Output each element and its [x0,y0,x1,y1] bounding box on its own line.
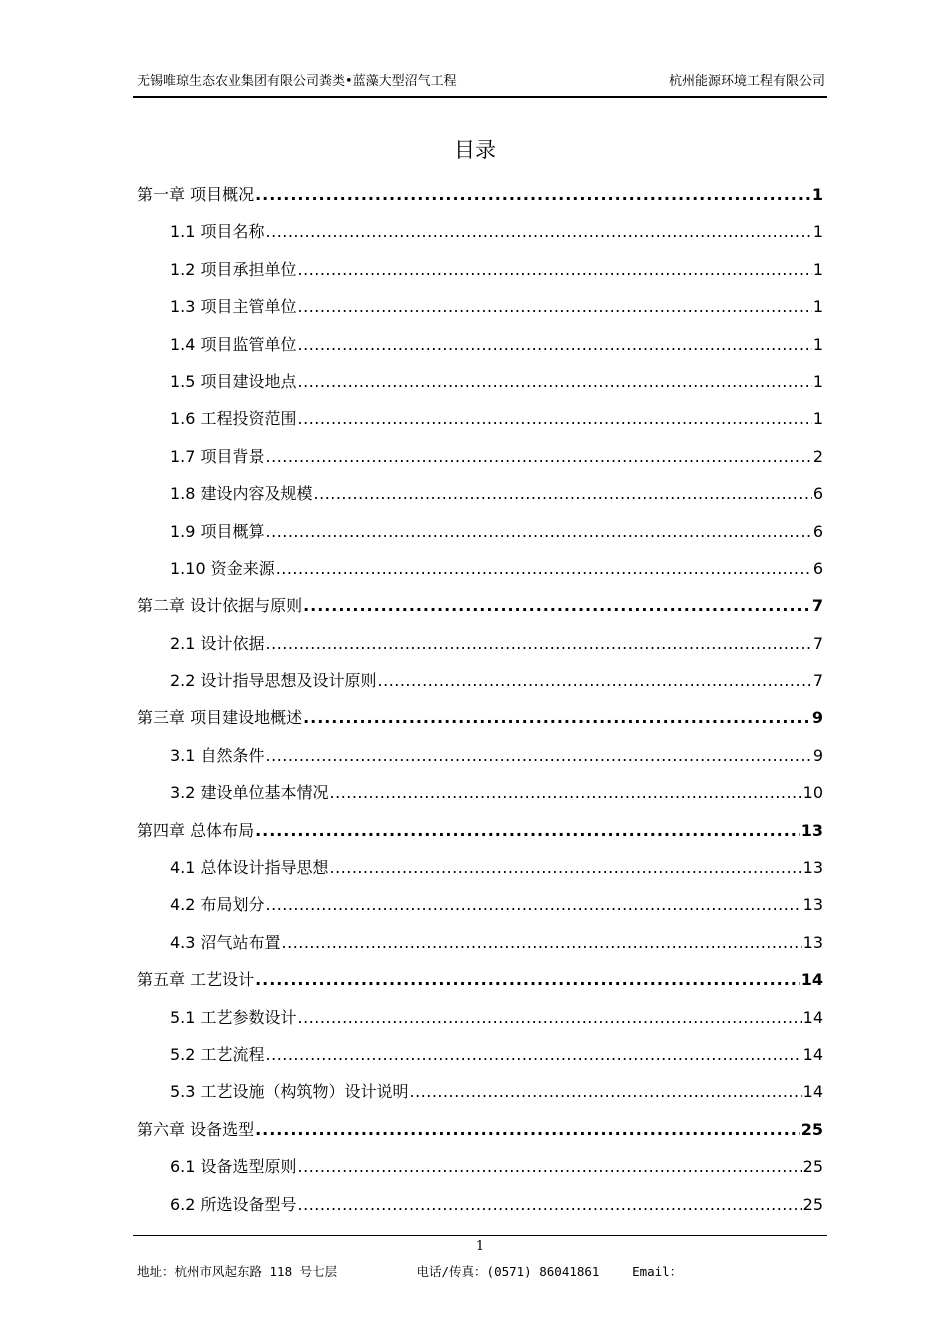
toc-section-entry[interactable] [137,1186,823,1223]
toc-entry-page-number: 9 [812,745,823,765]
toc-section-entry[interactable] [137,625,823,662]
toc-section-entry[interactable] [137,849,823,886]
toc-entry-page-number: 25 [802,1157,823,1177]
toc-section-entry[interactable] [137,1073,823,1110]
footer-address: 地址：杭州市风起东路 118 号七层 [137,1264,338,1279]
toc-chapter-entry[interactable] [137,176,823,213]
toc-entry-label: 第二章 设计依据与原则 [137,596,303,616]
header-company-name: 杭州能源环境工程有限公司 [668,74,825,89]
toc-entry-page-number: 25 [800,1119,823,1139]
toc-section-entry[interactable] [137,886,823,923]
toc-dot-leader [298,1148,802,1185]
toc-dot-leader [303,699,811,736]
toc-entry-label: 1.3 项目主管单位 [170,297,297,317]
toc-entry-page-number: 7 [812,671,823,691]
toc-entry-page-number: 14 [800,970,823,990]
toc-dot-leader [330,849,802,886]
toc-section-entry[interactable] [137,438,823,475]
toc-section-entry[interactable] [137,924,823,961]
toc-dot-leader [298,999,802,1036]
toc-entry-label: 1.9 项目概算 [170,521,265,541]
toc-entry-page-number: 13 [802,932,823,952]
toc-section-entry[interactable] [137,251,823,288]
toc-dot-leader [266,886,802,923]
toc-entry-label: 5.2 工艺流程 [170,1044,265,1064]
toc-entry-label: 4.2 布局划分 [170,895,265,915]
toc-entry-page-number: 1 [812,409,823,429]
toc-entry-label: 3.1 自然条件 [170,745,265,765]
page-header [137,70,825,90]
toc-section-entry[interactable] [137,475,823,512]
toc-dot-leader [266,625,812,662]
toc-entry-label: 3.2 建设单位基本情况 [170,783,329,803]
toc-chapter-entry[interactable] [137,587,823,624]
toc-dot-leader [266,438,812,475]
toc-chapter-entry[interactable] [137,699,823,736]
toc-chapter-entry[interactable] [137,812,823,849]
toc-dot-leader [255,1111,800,1148]
toc-section-entry[interactable] [137,1036,823,1073]
toc-dot-leader [282,924,802,961]
page-number: 1 [475,1239,485,1254]
toc-dot-leader [410,1073,802,1110]
toc-entry-page-number: 14 [802,1082,823,1102]
header-project-name: 无锡唯琼生态农业集团有限公司粪类•蓝藻大型沼气工程 [137,74,457,89]
toc-entry-label: 第六章 设备选型 [137,1119,255,1139]
toc-entry-label: 4.1 总体设计指导思想 [170,858,329,878]
toc-entry-page-number: 25 [802,1194,823,1214]
toc-section-entry[interactable] [137,288,823,325]
toc-entry-page-number: 7 [812,633,823,653]
toc-section-entry[interactable] [137,326,823,363]
toc-entry-label: 1.5 项目建设地点 [170,371,297,391]
toc-dot-leader [298,326,812,363]
toc-dot-leader [298,251,812,288]
toc-section-entry[interactable] [137,999,823,1036]
toc-section-entry[interactable] [137,1148,823,1185]
toc-dot-leader [266,737,812,774]
toc-entry-label: 5.3 工艺设施（构筑物）设计说明 [170,1082,409,1102]
toc-dot-leader [298,288,812,325]
footer-email: Email： [632,1264,683,1279]
header-rule [133,96,827,98]
table-of-contents [137,176,823,1223]
footer-phone: 电话/传真：(0571) 86041861 [416,1264,600,1279]
toc-dot-leader [276,550,812,587]
toc-entry-page-number: 1 [812,259,823,279]
toc-entry-label: 6.2 所选设备型号 [170,1194,297,1214]
toc-entry-label: 第一章 项目概况 [137,185,255,204]
toc-dot-leader [298,363,812,400]
toc-entry-page-number: 2 [812,446,823,466]
toc-entry-page-number: 1 [812,334,823,354]
toc-entry-page-number: 1 [812,297,823,317]
toc-dot-leader [298,1186,802,1223]
toc-entry-page-number: 9 [811,708,823,728]
toc-entry-label: 5.1 工艺参数设计 [170,1007,297,1027]
page-footer [137,1262,825,1280]
toc-entry-label: 1.8 建设内容及规模 [170,484,313,504]
toc-entry-label: 第三章 项目建设地概述 [137,708,303,728]
toc-entry-label: 1.10 资金来源 [170,558,275,578]
toc-entry-label: 6.1 设备选型原则 [170,1157,297,1177]
toc-entry-page-number: 10 [802,783,823,803]
toc-entry-label: 第五章 工艺设计 [137,970,255,990]
toc-dot-leader [330,774,802,811]
toc-entry-page-number: 14 [802,1007,823,1027]
toc-dot-leader [255,812,800,849]
toc-dot-leader [255,961,800,998]
toc-entry-label: 1.4 项目监管单位 [170,334,297,354]
toc-dot-leader [266,513,812,550]
toc-entry-page-number: 1 [812,222,823,242]
toc-section-entry[interactable] [137,213,823,250]
footer-rule [133,1235,827,1236]
toc-dot-leader [266,213,812,250]
toc-entry-label: 1.2 项目承担单位 [170,259,297,279]
toc-entry-label: 2.1 设计依据 [170,633,265,653]
toc-section-entry[interactable] [137,363,823,400]
toc-entry-page-number: 13 [800,820,823,840]
toc-entry-page-number: 6 [812,521,823,541]
toc-section-entry[interactable] [137,737,823,774]
toc-dot-leader [303,587,811,624]
toc-entry-page-number: 6 [812,484,823,504]
toc-entry-page-number: 13 [802,858,823,878]
toc-chapter-entry[interactable] [137,1111,823,1148]
toc-entry-page-number: 14 [802,1044,823,1064]
toc-dot-leader [266,1036,802,1073]
toc-section-entry[interactable] [137,662,823,699]
toc-entry-page-number: 6 [812,558,823,578]
toc-dot-leader [378,662,812,699]
toc-chapter-entry[interactable] [137,961,823,998]
toc-entry-page-number: 7 [811,596,823,616]
toc-title: 目录 [454,138,496,162]
toc-entry-label: 4.3 沼气站布置 [170,932,281,952]
toc-section-entry[interactable] [137,513,823,550]
toc-entry-page-number: 1 [811,185,823,204]
toc-dot-leader [255,176,811,213]
toc-section-entry[interactable] [137,550,823,587]
toc-entry-label: 1.6 工程投资范围 [170,409,297,429]
toc-entry-page-number: 1 [812,371,823,391]
toc-entry-label: 1.1 项目名称 [170,222,265,242]
toc-entry-label: 第四章 总体布局 [137,820,255,840]
toc-dot-leader [298,400,812,437]
toc-entry-page-number: 13 [802,895,823,915]
toc-entry-label: 2.2 设计指导思想及设计原则 [170,671,377,691]
toc-entry-label: 1.7 项目背景 [170,446,265,466]
toc-section-entry[interactable] [137,400,823,437]
toc-section-entry[interactable] [137,774,823,811]
toc-dot-leader [314,475,812,512]
